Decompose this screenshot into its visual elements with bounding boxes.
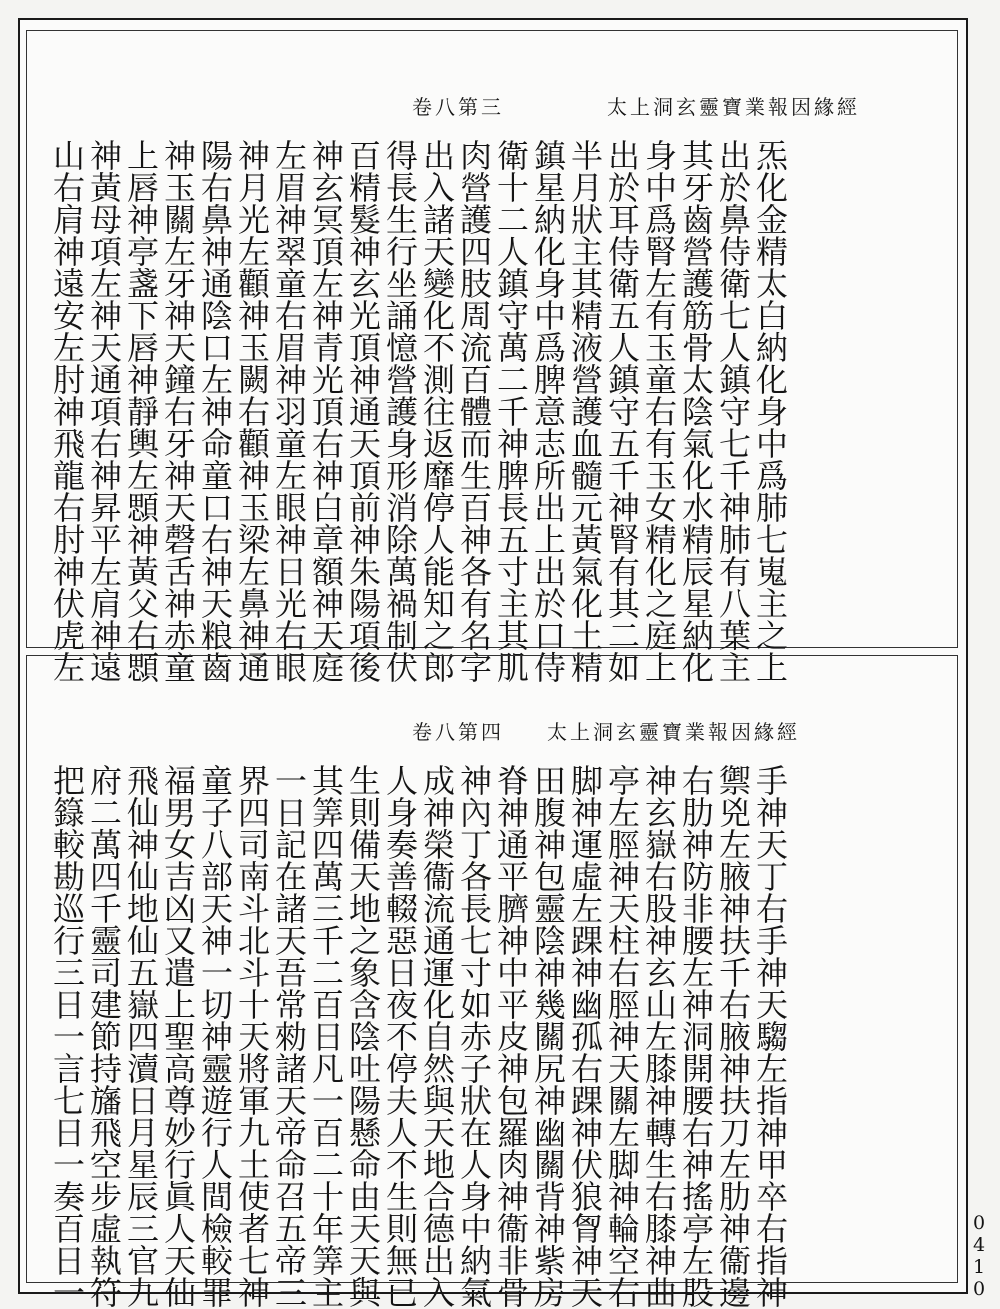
bottom-panel xyxy=(26,655,958,1308)
text-column: 上唇神亭盞下唇神靜輿左顋神黃父右顋 xyxy=(122,139,160,683)
bottom-header xyxy=(27,716,957,746)
text-column: 神玄嶽右股神玄山左膝神轉生右膝神曲 xyxy=(640,764,678,1308)
text-column: 右肋神防非腰左神洞開腰右神搖亭左股 xyxy=(677,764,715,1308)
text-column: 府二萬四千靈司建節持旛飛空步虛執符 xyxy=(85,764,123,1308)
bottom-title: 太上洞玄靈寶業報因緣經 xyxy=(547,720,800,744)
text-column: 界四司南斗北斗十天將軍九土使者七神 xyxy=(233,764,271,1308)
text-column: 神月光左顴神玉闕右顴神玉梁左鼻神通 xyxy=(233,139,271,683)
text-column: 得長生行坐誦憶營護身形消除萬禍制伏 xyxy=(381,139,419,683)
text-column: 脚神運虛左踝神幽孤右踝神伏狼胷神天 xyxy=(566,764,604,1308)
text-column: 百精髮神玄光頂神通天頂前神朱陽項後 xyxy=(344,139,382,683)
text-column: 人身奏善輟惡日夜不停夫人不生則無已 xyxy=(381,764,419,1308)
text-column: 神黃母項左神天通項右神昇平左肩神遠 xyxy=(85,139,123,683)
text-column: 陽右鼻神通陰口左神命童口右神天粮齒 xyxy=(196,139,234,683)
text-column: 左眉神翠童右眉神羽童左眼神日光右眼 xyxy=(270,139,308,683)
top-columns xyxy=(27,139,957,683)
text-column: 把籙較勘巡行三日一言七日一奏百日一 xyxy=(48,764,86,1308)
text-column: 田腹神包靈陰神幾關尻神幽關背神紫房 xyxy=(529,764,567,1308)
text-column: 衛十二人鎮守萬二千神脾長五寸主其肌 xyxy=(492,139,530,683)
text-column: 禦兇左腋神扶千右腋神扶刀左肋神衞邊 xyxy=(714,764,752,1308)
text-column: 神玉關左牙神天鐘右牙神天磬舌神赤童 xyxy=(159,139,197,683)
text-column: 山右肩神遠安左肘神飛龍右肘神伏虎左 xyxy=(48,139,86,683)
top-volume: 卷八第三 xyxy=(412,95,504,119)
text-column: 肉營護四肢周流百體而生百神各有名字 xyxy=(455,139,493,683)
text-column: 一日記在諸天吾常勑諸天帝命召五帝三 xyxy=(270,764,308,1308)
top-header xyxy=(27,91,957,121)
text-column: 身中爲腎左有玉童右有玉女精化之庭上 xyxy=(640,139,678,683)
text-column: 成神榮衞流通運化自然與天地合德出入 xyxy=(418,764,456,1308)
text-column: 生則備天地之象含陰吐陽懸命由天天與 xyxy=(344,764,382,1308)
text-column: 其牙齒營護筋骨太陰氣化水精辰星納化 xyxy=(677,139,715,683)
text-column: 神玄冥頂左神青光頂右神白章額神天庭 xyxy=(307,139,345,683)
text-column: 脊神通平臍神中平皮神包羅肉神衞非骨 xyxy=(492,764,530,1308)
text-column: 出入諸天變化不測往返靡停人能知之郎 xyxy=(418,139,456,683)
text-column: 童子八部天神一切神靈遊行人間檢較罪 xyxy=(196,764,234,1308)
bottom-volume: 卷八第四 xyxy=(412,720,504,744)
page-number: 0410 xyxy=(968,1212,990,1300)
text-column: 其筭四萬三千二百日凡一百二十年筭主 xyxy=(307,764,345,1308)
text-column: 出於鼻侍衛七人鎮守七千神肺有八葉主 xyxy=(714,139,752,683)
text-column: 炁化金精太白納化身中爲肺七嵬主之上 xyxy=(751,139,789,683)
top-panel xyxy=(26,30,958,683)
bottom-columns xyxy=(27,764,957,1308)
text-column: 福男女吉凶又遣上聖高尊妙行眞人天仙 xyxy=(159,764,197,1308)
text-column: 半月狀主其精液營護血髓元黃氣化土精 xyxy=(566,139,604,683)
text-column: 鎮星納化身中爲脾意志所出上出於口侍 xyxy=(529,139,567,683)
text-column: 神內丁各長七寸如赤子狀在人身中納氣 xyxy=(455,764,493,1308)
text-column: 亭左脛神天柱右脛神天關左脚神輪空右 xyxy=(603,764,641,1308)
top-title: 太上洞玄靈寶業報因緣經 xyxy=(607,95,860,119)
text-column: 手神天丁右手神天騶左指神甲卒右指神 xyxy=(751,764,789,1308)
text-column: 飛仙神仙地仙五嶽四瀆日月星辰三官九 xyxy=(122,764,160,1308)
text-column: 出於耳侍衛五人鎮守五千神腎有其二如 xyxy=(603,139,641,683)
